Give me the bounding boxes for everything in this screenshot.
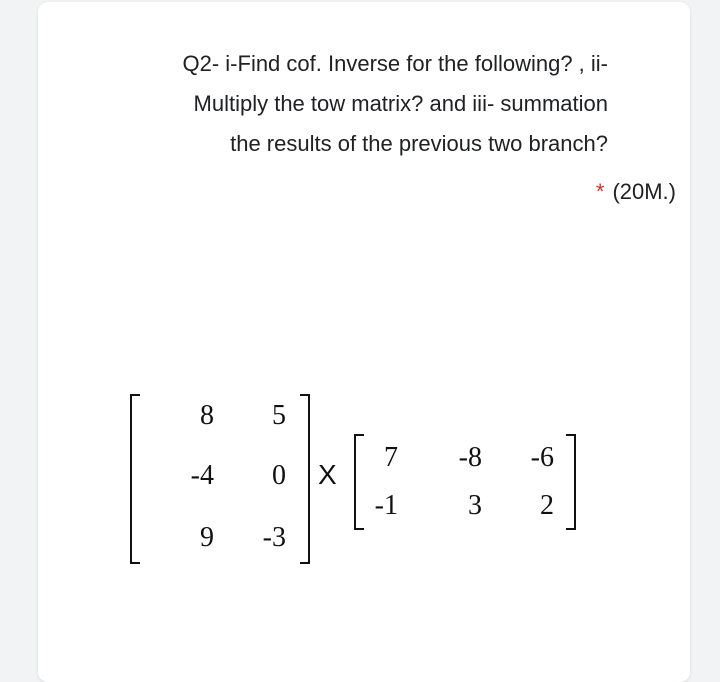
matrix-b [354,434,576,530]
matrix-a-left-bracket [130,394,140,564]
matrix-a-cell: 0 [272,460,286,491]
matrix-a-cell: 5 [272,400,286,431]
points-value: (20M.) [612,179,676,204]
required-asterisk: * [595,179,605,204]
multiply-operator: X [318,459,337,490]
matrix-b-cell: -6 [530,442,554,473]
matrix-a [130,394,310,564]
matrix-b-cell: 7 [384,442,398,473]
matrix-a-cell: 9 [200,522,214,553]
matrix-b-right-bracket [566,434,576,530]
matrix-a-cell: -3 [262,522,286,553]
matrix-b-cell: 2 [540,490,554,521]
question-line-1: Q2- i-Find cof. Inverse for the following? , ii- [182,51,608,76]
matrix-expression [130,378,590,578]
matrix-b-cell: 3 [468,490,482,521]
question-line-3: the results of the previous two branch? [230,131,608,156]
question-text [50,44,608,164]
matrix-b-cell: -8 [458,442,482,473]
question-line-2: Multiply the tow matrix? and iii- summation [193,91,608,116]
matrix-a-cell: -4 [190,460,214,491]
matrix-a-cell: 8 [200,400,214,431]
points-label [596,172,676,212]
matrix-b-cell: -1 [374,490,398,521]
matrix-a-right-bracket [300,394,310,564]
